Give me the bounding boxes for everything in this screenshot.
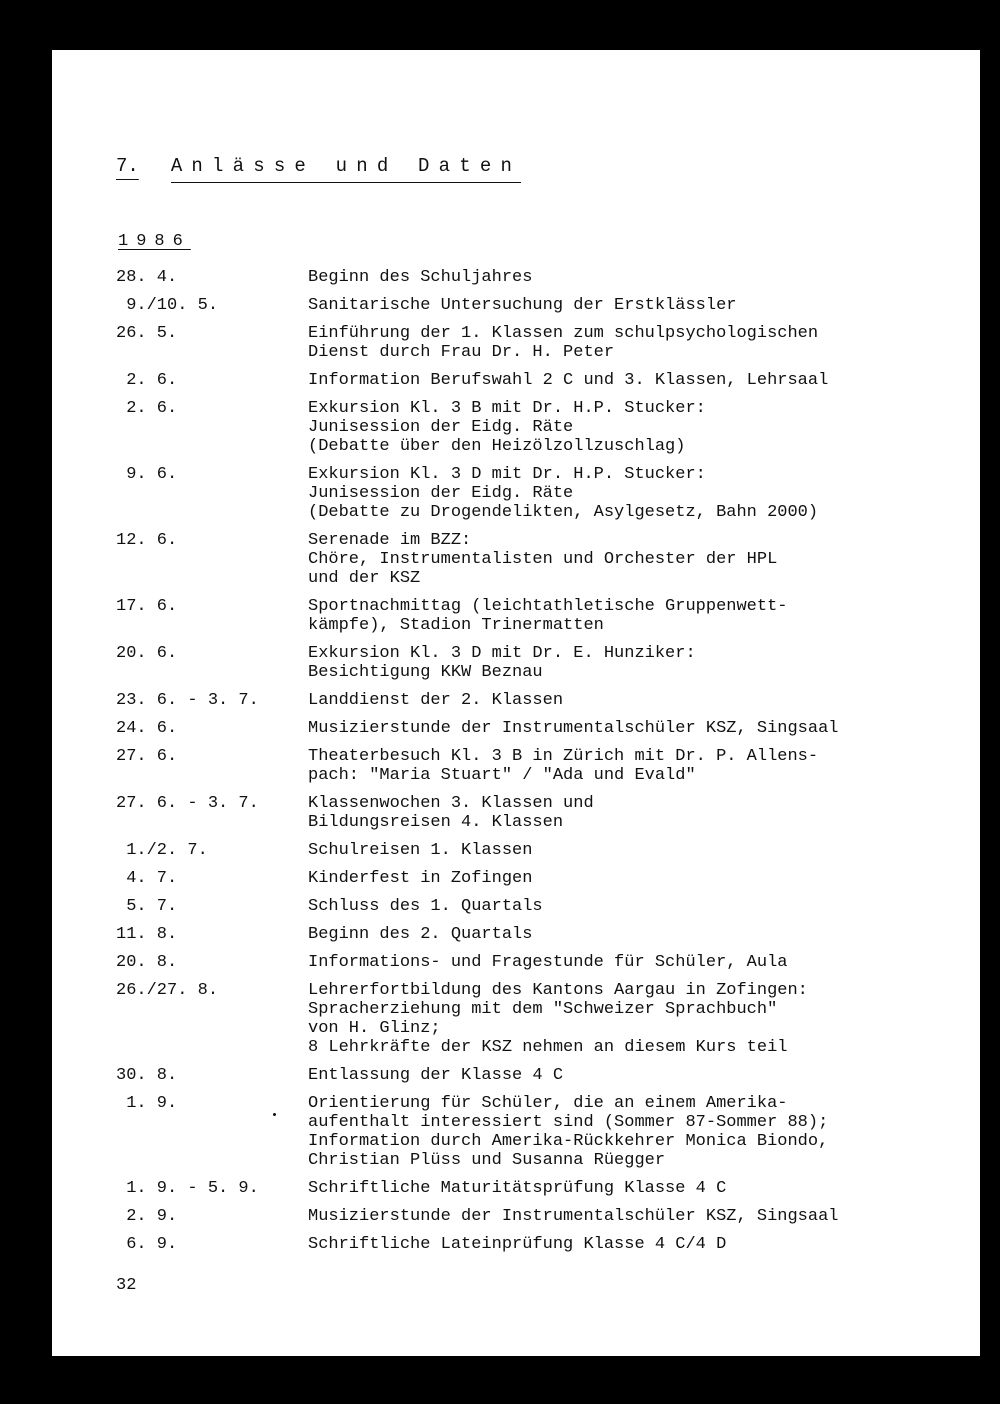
event-description: Schulreisen 1. Klassen xyxy=(308,841,533,860)
event-entry xyxy=(116,747,916,785)
event-entry xyxy=(116,794,916,832)
event-date: 2. 6. xyxy=(116,399,178,418)
event-entry xyxy=(116,268,916,287)
event-description: Einführung der 1. Klassen zum schulpsychologischen Dienst durch Frau Dr. H. Peter xyxy=(308,324,819,362)
event-description: Kinderfest in Zofingen xyxy=(308,869,533,888)
event-description: Sanitarische Untersuchung der Erstklässler xyxy=(308,296,737,315)
event-date: 20. 6. xyxy=(116,644,178,663)
event-entry xyxy=(116,1179,916,1198)
event-date: 1./2. 7. xyxy=(116,841,208,860)
event-description: Exkursion Kl. 3 B mit Dr. H.P. Stucker: Junisession der Eidg. Räte (Debatte über den Heizölzollzuschlag) xyxy=(308,399,706,456)
event-entry xyxy=(116,841,916,860)
event-entry xyxy=(116,719,916,738)
stray-dot xyxy=(273,1113,276,1116)
event-date: 27. 6. xyxy=(116,747,178,766)
section-title: Anlässe und Daten xyxy=(171,154,521,183)
event-entry xyxy=(116,1094,916,1170)
event-date: 30. 8. xyxy=(116,1066,178,1085)
event-date: 2. 6. xyxy=(116,371,178,390)
event-date: 9. 6. xyxy=(116,465,178,484)
event-description: Theaterbesuch Kl. 3 B in Zürich mit Dr. P. Allens- pach: "Maria Stuart" / "Ada und Evald" xyxy=(308,747,819,785)
event-entry xyxy=(116,531,916,588)
event-date: 26. 5. xyxy=(116,324,178,343)
event-description: Schluss des 1. Quartals xyxy=(308,897,543,916)
event-description: Sportnachmittag (leichtathletische Gruppenwett- kämpfe), Stadion Trinermatten xyxy=(308,597,788,635)
year-heading: 1986 xyxy=(118,232,191,251)
event-date: 5. 7. xyxy=(116,897,178,916)
event-entry xyxy=(116,953,916,972)
event-entry xyxy=(116,465,916,522)
event-description: Exkursion Kl. 3 D mit Dr. E. Hunziker: Besichtigung KKW Beznau xyxy=(308,644,696,682)
event-entry xyxy=(116,296,916,315)
event-entry xyxy=(116,324,916,362)
event-description: Beginn des 2. Quartals xyxy=(308,925,533,944)
event-date: 23. 6. - 3. 7. xyxy=(116,691,259,710)
event-entry xyxy=(116,644,916,682)
section-heading xyxy=(116,154,521,183)
event-date: 1. 9. xyxy=(116,1094,178,1113)
event-description: Orientierung für Schüler, die an einem Amerika- aufenthalt interessiert sind (Sommer 87-Sommer 88); Information durch Amerika-Rückkehrer Monica Biondo, Christian Plüss und Susanna Rüegger xyxy=(308,1094,829,1170)
event-description: Klassenwochen 3. Klassen und Bildungsreisen 4. Klassen xyxy=(308,794,594,832)
event-entry xyxy=(116,1207,916,1226)
event-entry xyxy=(116,1066,916,1085)
event-date: 20. 8. xyxy=(116,953,178,972)
event-entry xyxy=(116,981,916,1057)
event-entry xyxy=(116,597,916,635)
event-description: Beginn des Schuljahres xyxy=(308,268,533,287)
event-description: Musizierstunde der Instrumentalschüler KSZ, Singsaal xyxy=(308,1207,839,1226)
event-description: Musizierstunde der Instrumentalschüler KSZ, Singsaal xyxy=(308,719,839,738)
event-description: Information Berufswahl 2 C und 3. Klassen, Lehrsaal xyxy=(308,371,829,390)
event-description: Serenade im BZZ: Chöre, Instrumentalisten und Orchester der HPL und der KSZ xyxy=(308,531,778,588)
event-entry xyxy=(116,925,916,944)
page-number: 32 xyxy=(116,1276,137,1295)
event-entry xyxy=(116,869,916,888)
event-date: 28. 4. xyxy=(116,268,178,287)
event-list xyxy=(116,268,916,1263)
event-entry xyxy=(116,399,916,456)
event-description: Landdienst der 2. Klassen xyxy=(308,691,564,710)
event-date: 6. 9. xyxy=(116,1235,178,1254)
event-date: 4. 7. xyxy=(116,869,178,888)
event-entry xyxy=(116,1235,916,1254)
event-date: 9./10. 5. xyxy=(116,296,219,315)
event-description: Lehrerfortbildung des Kantons Aargau in Zofingen: Spracherziehung mit dem "Schweizer Sprachbuch" von H. Glinz; 8 Lehrkräfte der KSZ nehmen an diesem Kurs teil xyxy=(308,981,808,1057)
event-description: Schriftliche Lateinprüfung Klasse 4 C/4 D xyxy=(308,1235,727,1254)
event-date: 24. 6. xyxy=(116,719,178,738)
event-entry xyxy=(116,691,916,710)
event-date: 11. 8. xyxy=(116,925,178,944)
section-number: 7. xyxy=(116,155,139,177)
event-date: 2. 9. xyxy=(116,1207,178,1226)
event-date: 1. 9. - 5. 9. xyxy=(116,1179,259,1198)
event-description: Informations- und Fragestunde für Schüler, Aula xyxy=(308,953,788,972)
event-entry xyxy=(116,897,916,916)
event-entry xyxy=(116,371,916,390)
event-date: 27. 6. - 3. 7. xyxy=(116,794,259,813)
event-description: Exkursion Kl. 3 D mit Dr. H.P. Stucker: Junisession der Eidg. Räte (Debatte zu Drogendelikten, Asylgesetz, Bahn 2000) xyxy=(308,465,819,522)
event-date: 12. 6. xyxy=(116,531,178,550)
event-date: 17. 6. xyxy=(116,597,178,616)
event-description: Entlassung der Klasse 4 C xyxy=(308,1066,564,1085)
event-date: 26./27. 8. xyxy=(116,981,219,1000)
event-description: Schriftliche Maturitätsprüfung Klasse 4 C xyxy=(308,1179,727,1198)
